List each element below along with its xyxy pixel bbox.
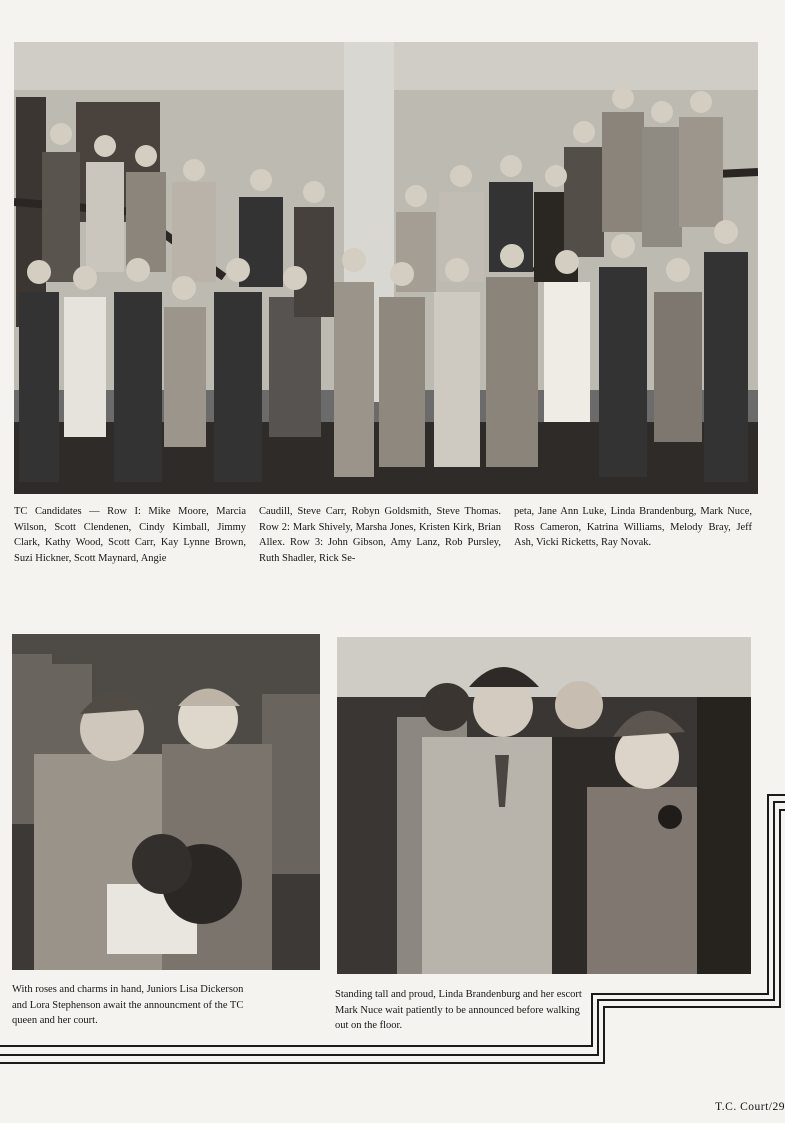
- group-caption-col3: peta, Jane Ann Luke, Linda Brandenburg, Mark Nuce, Ross Cameron, Katrina Williams, Melody Bray, Jeff Ash, Vicki Ricketts, Ray Novak.: [514, 506, 752, 548]
- group-caption-col2: Caudill, Steve Carr, Robyn Goldsmith, Steve Thomas. Row 2: Mark Shively, Marsha Jones, Kristen Kirk, Brian Allex. Row 3: John Gibson, Amy Lanz, Rob Pursley, Ruth Shadler, Rick Se-: [259, 506, 501, 564]
- juniors-caption: With roses and charms in hand, Juniors Lisa Dickerson and Lora Stephenson await the announcment of the TC queen and her court.: [12, 984, 244, 1026]
- escort-photo: [337, 637, 751, 974]
- group-photo: [14, 42, 758, 494]
- juniors-photo-image: [12, 634, 320, 970]
- page-folio: T.C. Court/29: [715, 1101, 785, 1113]
- group-photo-image: [14, 42, 758, 494]
- group-caption-col1: TC Candidates — Row I: Mike Moore, Marcia Wilson, Scott Clendenen, Cindy Kimball, Jimmy Clark, Kathy Wood, Scott Carr, Kay Lynne Brown, Suzi Hickner, Scott Maynard, Angie: [14, 506, 246, 564]
- juniors-photo: [12, 634, 320, 970]
- escort-photo-image: [337, 637, 751, 974]
- escort-caption: Standing tall and proud, Linda Brandenburg and her escort Mark Nuce wait patiently to be announced before walking out on the floor.: [335, 989, 582, 1031]
